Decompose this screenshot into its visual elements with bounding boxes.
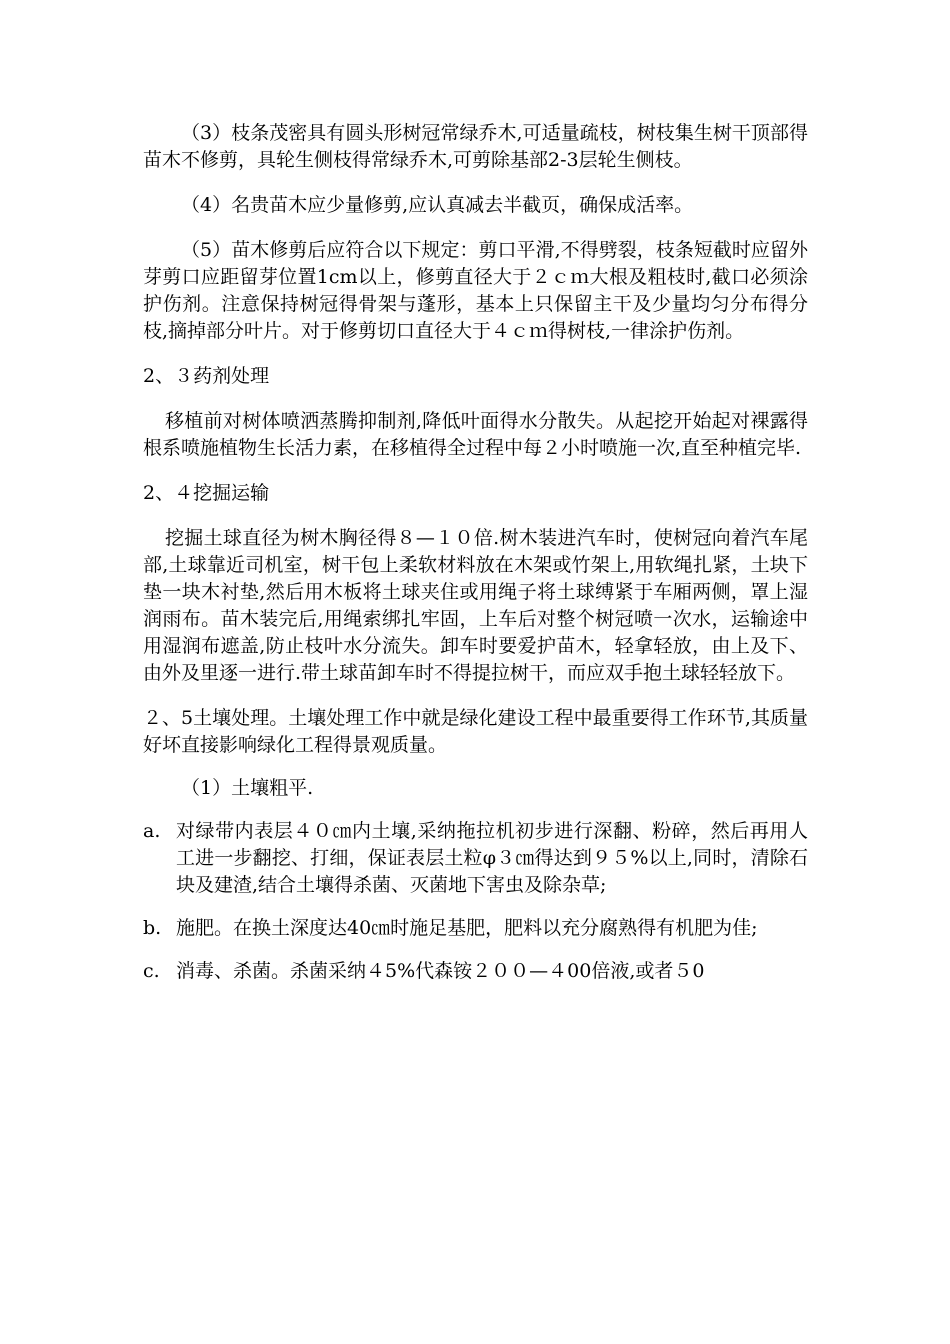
paragraph-pruning-rules: （5）苗木修剪后应符合以下规定：剪口平滑,不得劈裂，枝条短截时应留外芽剪口应距留芽位置1cm以上，修剪直径大于２ｃｍ大根及粗枝时,截口必须涂护伤剂。注意保持树冠得骨架与蓬形，基本上只保留主干及少量均匀分布得分枝,摘掉部分叶片。对于修剪切口直径大于４ｃｍ得树枝,一律涂护伤剂。 — [143, 239, 808, 342]
section-heading-chemical: 2、３药剂处理 — [143, 365, 270, 387]
paragraph-transport: 挖掘土球直径为树木胸径得８—１０倍.树木装进汽车时，使树冠向着汽车尾部,土球靠近司机室，树干包上柔软材料放在木架或竹架上,用软绳扎紧，土块下垫一块木衬垫,然后用木板将土球夹住或用绳子将土球缚紧于车厢两侧，罩上湿润雨布。苗木装完后,用绳索绑扎牢固，上车后对整个树冠喷一次水，运输途中用湿润布遮盖,防止枝叶水分流失。卸车时要爱护苗木，轻拿轻放，由上及下、由外及里逐一进行.带土球苗卸车时不得提拉树干，而应双手抱土球轻轻放下。 — [143, 527, 808, 684]
paragraph-soil-leveling: （1）土壤粗平. — [181, 777, 314, 799]
list-marker: c. — [143, 960, 160, 982]
paragraph-pruning-rare: （4）名贵苗木应少量修剪,应认真减去半截页，确保成活率。 — [181, 194, 694, 216]
list-item — [143, 958, 808, 985]
paragraph-soil-treatment: ２、5土壤处理。土壤处理工作中就是绿化建设工程中最重要得工作环节,其质量好坏直接影响绿化工程得景观质量。 — [143, 707, 808, 756]
document-body — [143, 120, 808, 1001]
list-marker: b. — [143, 917, 162, 939]
list-marker: a. — [143, 820, 161, 842]
list-item — [143, 915, 808, 942]
list-item-text: 施肥。在换土深度达40㎝时施足基肥，肥料以充分腐熟得有机肥为佳; — [176, 917, 758, 939]
paragraph-chemical: 移植前对树体喷洒蒸腾抑制剂,降低叶面得水分散失。从起挖开始起对裸露得根系喷施植物生长活力素，在移植得全过程中每２小时喷施一次,直至种植完毕. — [143, 410, 808, 459]
paragraph-pruning-evergreen: （3）枝条茂密具有圆头形树冠常绿乔木,可适量疏枝，树枝集生树干顶部得苗木不修剪，具轮生侧枝得常绿乔木,可剪除基部2-3层轮生侧枝。 — [143, 122, 808, 171]
list-item-text: 消毒、杀菌。杀菌采纳４5%代森铵２００—４00倍液,或者５0 — [176, 960, 705, 982]
list-item — [143, 818, 808, 899]
section-heading-transport: 2、４挖掘运输 — [143, 482, 270, 504]
list-item-text: 对绿带内表层４０㎝内土壤,采纳拖拉机初步进行深翻、粉碎，然后再用人工进一步翻挖、打细，保证表层土粒φ３㎝得达到９５%以上,同时，清除石块及建渣,结合土壤得杀菌、灭菌地下害虫及除杂草; — [176, 820, 808, 896]
